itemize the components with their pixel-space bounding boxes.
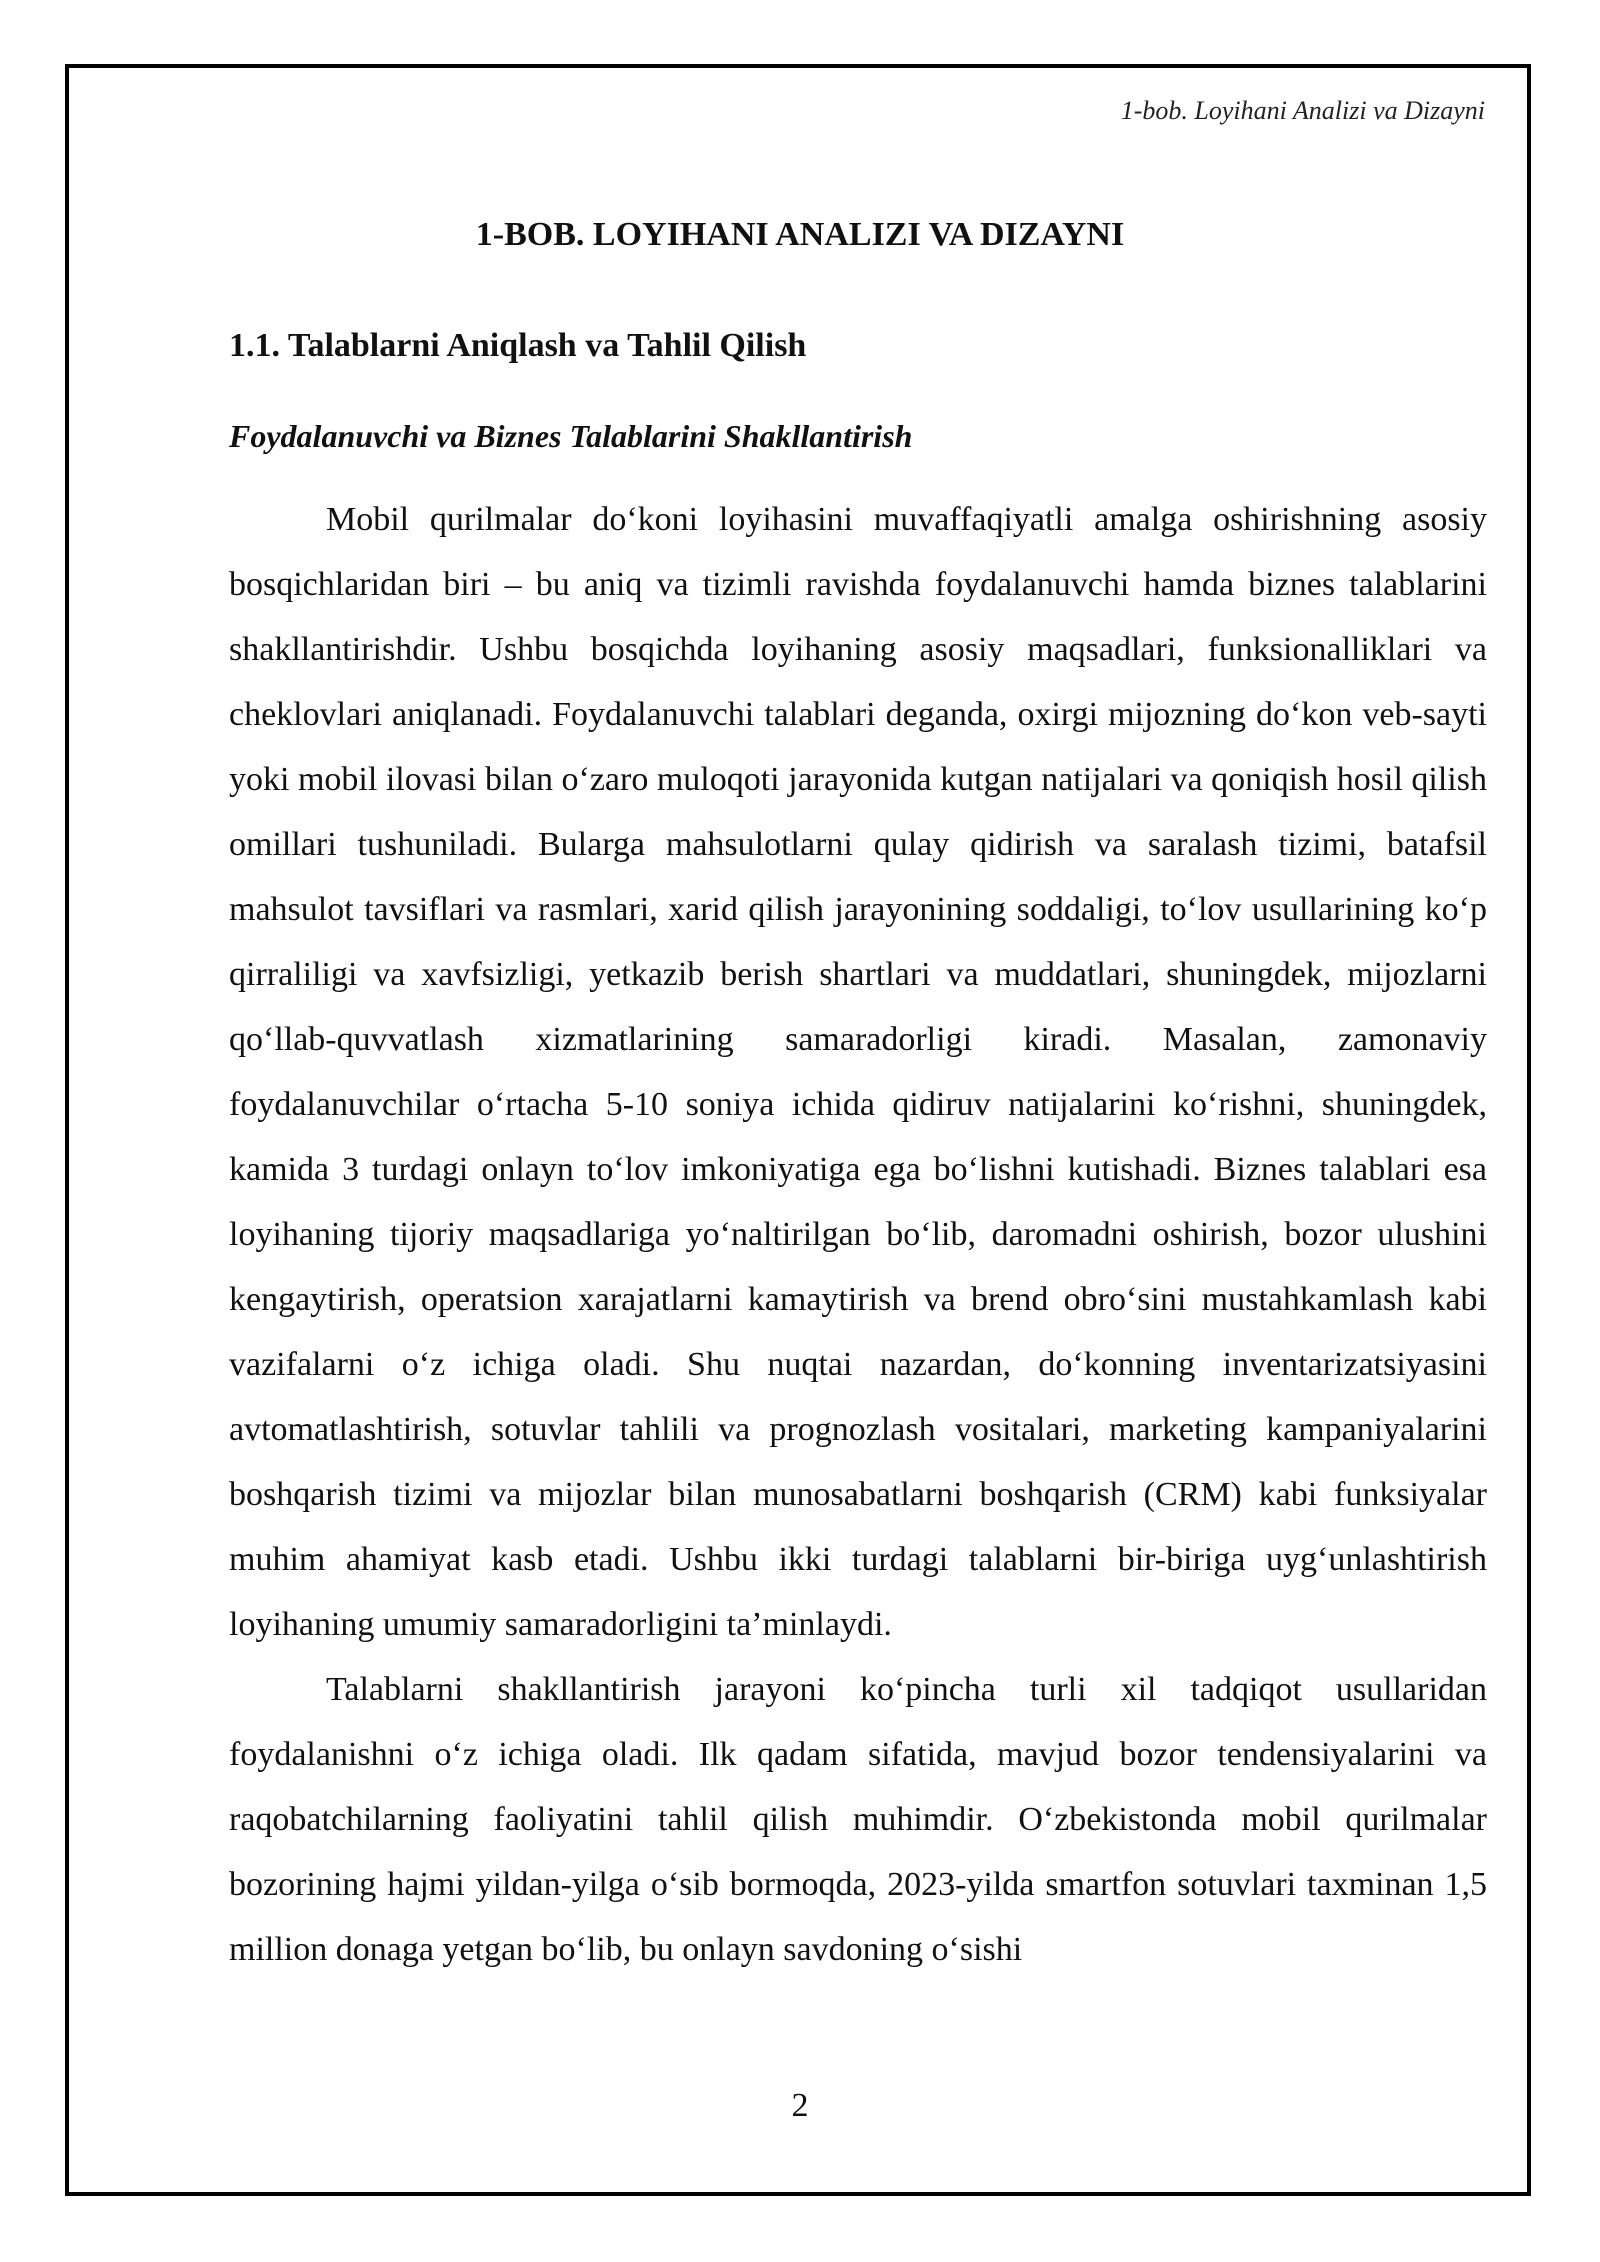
section-title: 1.1. Talablarni Aniqlash va Tahlil Qilish — [229, 327, 807, 364]
subsection-title: Foydalanuvchi va Biznes Talablarini Shakllantirish — [229, 418, 913, 454]
paragraph: Mobil qurilmalar do‘koni loyihasini muvaffaqiyatli amalga oshirishning asosiy bosqichlaridan biri – bu aniq va tizimli ravishda foydalanuvchi hamda biznes talablarini shakllantirishdir. Ushbu bosqichda loyihaning asosiy maqsadlari, funksionalliklari va cheklovlari aniqlanadi. Foydalanuvchi talablari deganda, oxirgi mijozning do‘kon veb-sayti yoki mobil ilovasi bilan o‘zaro muloqoti jarayonida kutgan natijalari va qoniqish hosil qilish omillari tushuniladi. Bularga mahsulotlarni qulay qidirish va saralash tizimi, batafsil mahsulot tavsiflari va rasmlari, xarid qilish jarayonining soddaligi, to‘lov usullarining ko‘p qirraliligi va xavfsizligi, yetkazib berish shartlari va muddatlari, shuningdek, mijozlarni qo‘llab-quvvatlash xizmatlarining samaradorligi kiradi. Masalan, zamonaviy foydalanuvchilar o‘rtacha 5-10 soniya ichida qidiruv natijalarini ko‘rishni, shuningdek, kamida 3 turdagi onlayn to‘lov imkoniyatiga ega bo‘lishni kutishadi. Biznes talablari esa loyihaning tijoriy maqsadlariga yo‘naltirilgan bo‘lib, daromadni oshirish, bozor ulushini kengaytirish, operatsion xarajatlarni kamaytirish va brend obro‘sini mustahkamlash kabi vazifalarni o‘z ichiga oladi. Shu nuqtai nazardan, do‘konning inventarizatsiyasini avtomatlashtirish, sotuvlar tahlili va prognozlash vositalari, marketing kampaniyalarini boshqarish tizimi va mijozlar bilan munosabatlarni boshqarish (CRM) kabi funksiyalar muhim ahamiyat kasb etadi. Ushbu ikki turdagi talablarni bir-biriga uyg‘unlashtirish loyihaning umumiy samaradorligini ta’minlaydi. — [229, 501, 1487, 1643]
page-number: 2 — [791, 2087, 809, 2124]
body-text — [229, 487, 1487, 1982]
paragraph: Talablarni shakllantirish jarayoni ko‘pincha turli xil tadqiqot usullaridan foydalanishni o‘z ichiga oladi. Ilk qadam sifatida, mavjud bozor tendensiyalarini va raqobatchilarning faoliyatini tahlil qilish muhimdir. O‘zbekistonda mobil qurilmalar bozorining hajmi yildan-yilga o‘sib bormoqda, 2023-yilda smartfon sotuvlari taxminan 1,5 million donaga yetgan bo‘lib, bu onlayn savdoning o‘sishi — [229, 1671, 1487, 1968]
chapter-title: 1-BOB. LOYIHANI ANALIZI VA DIZAYNI — [475, 216, 1125, 253]
running-header: 1-bob. Loyihani Analizi va Dizayni — [1120, 96, 1485, 125]
